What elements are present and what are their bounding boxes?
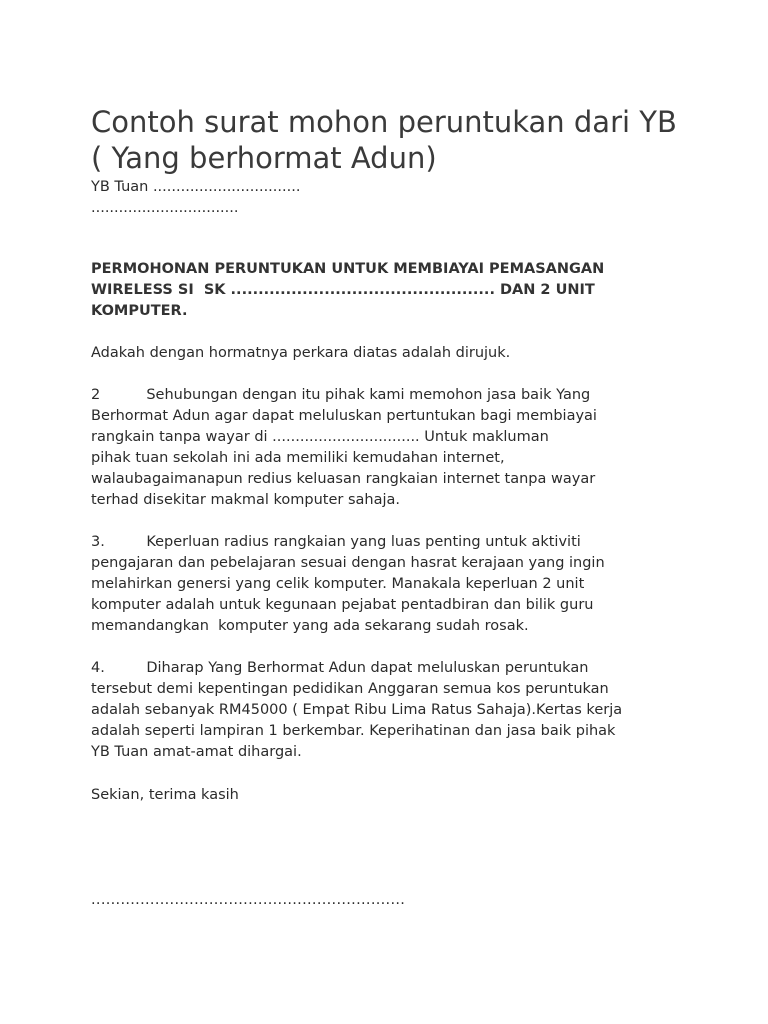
subject-line-3: KOMPUTER.	[91, 303, 188, 319]
paragraph-2-line-5: walaubagaimanapun redius keluasan rangkaian internet tanpa wayar	[91, 471, 596, 487]
paragraph-3-line-3: melahirkan genersi yang celik komputer. Manakala keperluan 2 unit	[91, 576, 585, 592]
document-title: Contoh surat mohon peruntukan dari YB ( Yang berhormat Adun)	[91, 105, 677, 175]
closing-line: Sekian, terima kasih	[91, 787, 239, 803]
paragraph-4-line-3: adalah sebanyak RM45000 ( Empat Ribu Lima Ratus Sahaja).Kertas kerja	[91, 702, 623, 718]
address-line-1: YB Tuan ................................	[91, 179, 301, 195]
paragraph-3-line-1: 3. Keperluan radius rangkaian yang luas penting untuk aktiviti	[91, 534, 581, 550]
signature-line: ................................................................	[91, 892, 406, 908]
paragraph-2-line-3: rangkain tanpa wayar di ................................ Untuk makluman	[91, 429, 549, 445]
paragraph-3-line-2: pengajaran dan pebelajaran sesuai dengan hasrat kerajaan yang ingin	[91, 555, 605, 571]
paragraph-3-line-5: memandangkan komputer yang ada sekarang sudah rosak.	[91, 618, 529, 634]
paragraph-2-line-2: Berhormat Adun agar dapat meluluskan pertuntukan bagi membiayai	[91, 408, 597, 424]
paragraph-2-line-4: pihak tuan sekolah ini ada memiliki kemudahan internet,	[91, 450, 505, 466]
paragraph-4-line-4: adalah seperti lampiran 1 berkembar. Keperihatinan dan jasa baik pihak	[91, 723, 616, 739]
subject-line-2: WIRELESS SI SK ................................................ DAN 2 UNIT	[91, 282, 595, 298]
subject-line-1: PERMOHONAN PERUNTUKAN UNTUK MEMBIAYAI PEMASANGAN	[91, 261, 605, 277]
paragraph-4-line-5: YB Tuan amat-amat dihargai.	[91, 744, 302, 760]
paragraph-4-line-1: 4. Diharap Yang Berhormat Adun dapat meluluskan peruntukan	[91, 660, 589, 676]
address-line-2: ................................	[91, 200, 239, 216]
opening-line: Adakah dengan hormatnya perkara diatas adalah dirujuk.	[91, 345, 511, 361]
paragraph-2-line-6: terhad disekitar makmal komputer sahaja.	[91, 492, 401, 508]
paragraph-2-line-1: 2 Sehubungan dengan itu pihak kami memohon jasa baik Yang	[91, 387, 591, 403]
paragraph-3-line-4: komputer adalah untuk kegunaan pejabat pentadbiran dan bilik guru	[91, 597, 594, 613]
paragraph-4-line-2: tersebut demi kepentingan pedidikan Anggaran semua kos peruntukan	[91, 681, 609, 697]
